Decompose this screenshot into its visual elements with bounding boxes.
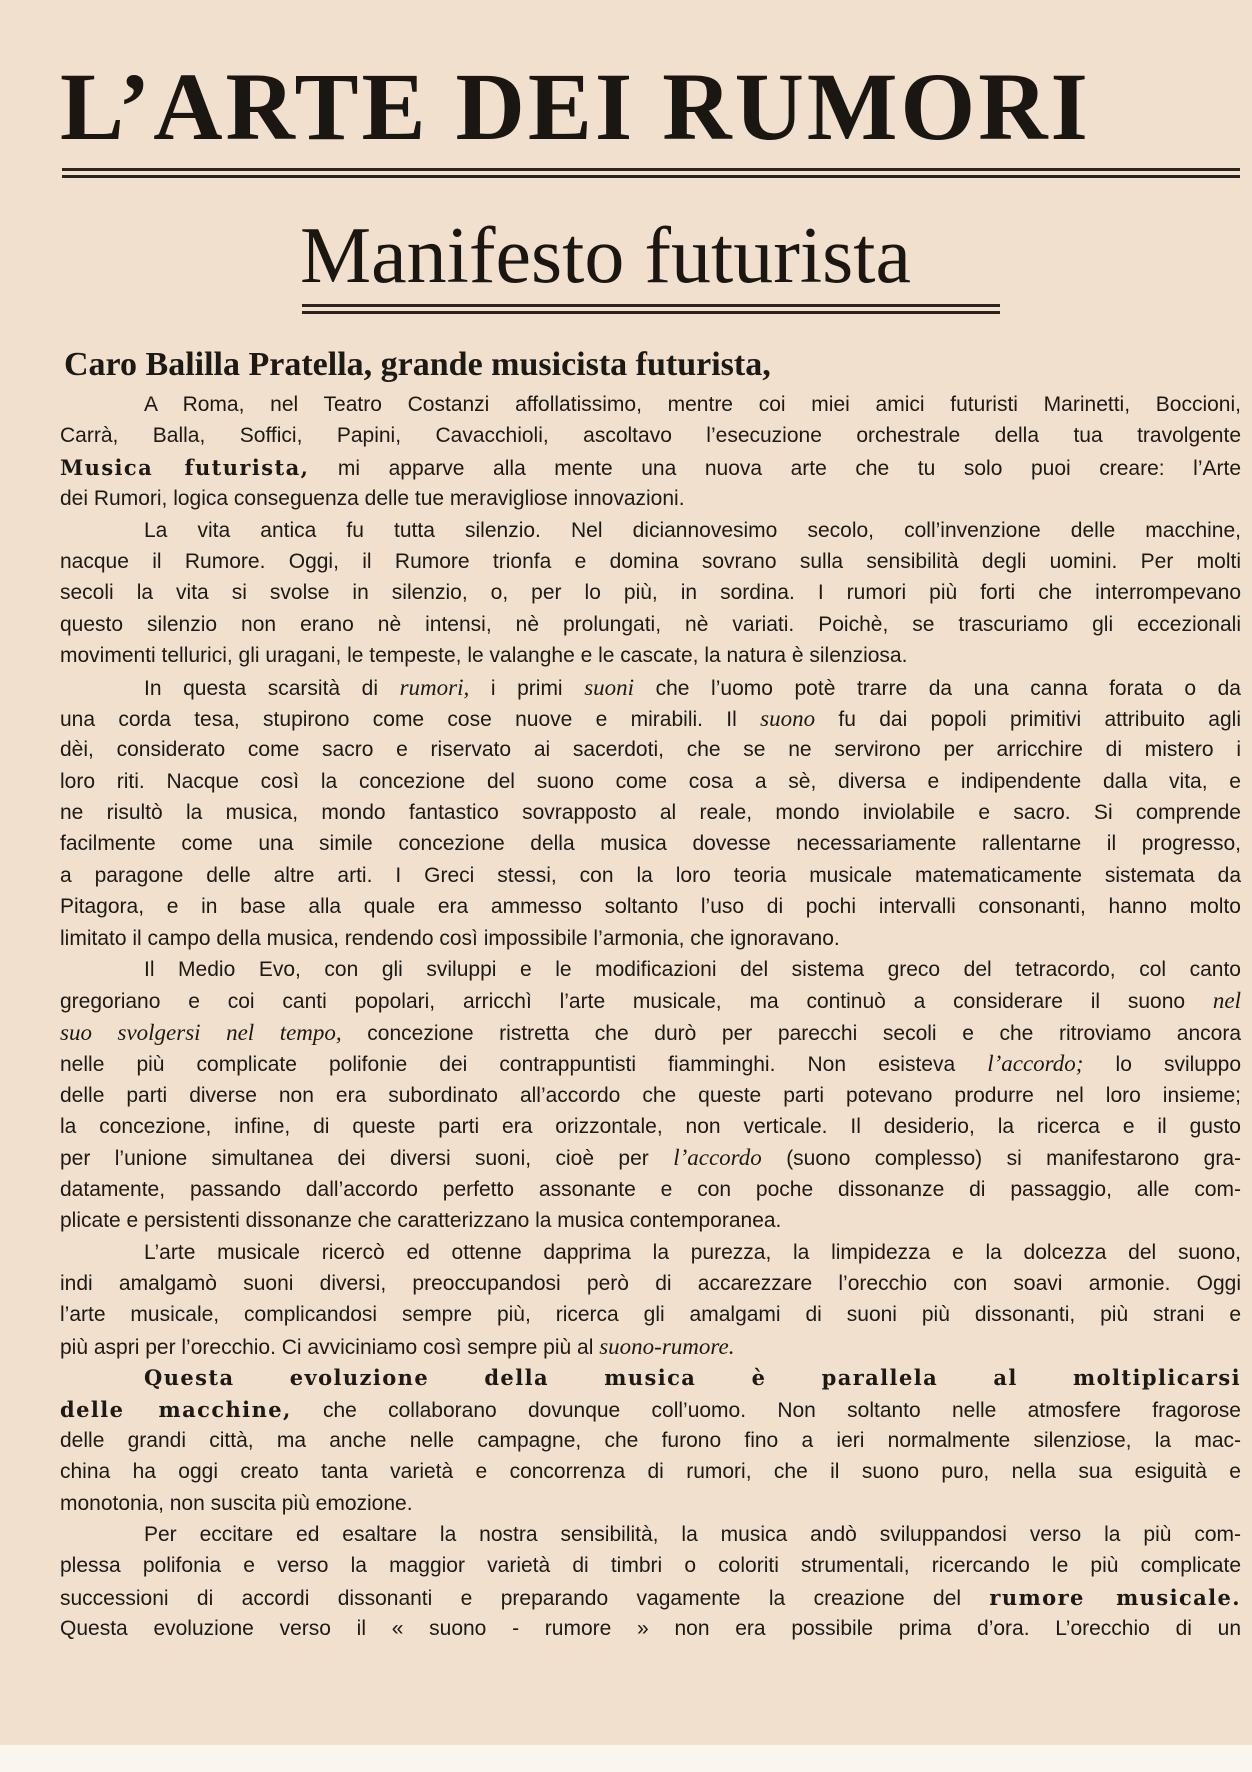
italic-phrase: suoni <box>584 674 635 700</box>
text-run: la concezione, infine, di queste parti era orizzontale, non verticale. Il desiderio, la ricerca e il gusto <box>60 1114 1241 1138</box>
text-run: l’arte musicale, complicandosi sempre più, ricerca gli amalgami di suoni più dissonanti, più strani e <box>60 1303 1241 1327</box>
text-run: a paragone delle altre arti. I Greci stessi, con la loro teoria musicale matematicamente sistemata da <box>60 863 1241 887</box>
text-run: Per eccitare ed esaltare la nostra sensibilità, la musica andò sviluppandosi verso la più com- <box>144 1523 1241 1547</box>
text-run: secoli la vita si svolse in silenzio, o, per lo più, in sordina. I rumori più forti che interrompevano <box>60 581 1241 605</box>
text-line <box>60 1299 1241 1330</box>
text-line <box>60 452 1241 483</box>
main-title: L’ARTE DEI RUMORI <box>60 53 1091 160</box>
text-run: (suono complesso) si manifestarono gra- <box>761 1147 1241 1171</box>
italic-phrase: l’accordo <box>673 1145 762 1171</box>
text-line <box>60 954 1241 985</box>
text-line <box>60 1268 1241 1299</box>
text-line <box>60 1362 1241 1393</box>
italic-phrase: suo svolgersi nel tempo, <box>60 1019 342 1045</box>
page-bottom-edge <box>0 1745 1252 1772</box>
text-line <box>60 1111 1241 1142</box>
text-run: facilmente come una simile concezione della musica dovesse necessariamente rallentarne il progresso, <box>60 832 1241 856</box>
salutation: Caro Balilla Pratella, grande musicista futurista, <box>64 346 771 383</box>
text-run: datamente, passando dall’accordo perfetto assonante e con poche dissonanze di passaggio, alle com- <box>60 1177 1241 1201</box>
text-line <box>60 766 1241 797</box>
text-run: nacque il Rumore. Oggi, il Rumore trionfa e domina sovrano sulla sensibilità degli uomini. Per molti <box>60 549 1241 573</box>
body-text <box>60 389 1241 1645</box>
text-run: dèi, considerato come sacro e riservato ai sacerdoti, che se ne servirono per arricchire di mistero i <box>60 738 1241 762</box>
text-line <box>60 1331 1241 1362</box>
text-run: movimenti tellurici, gli uragani, le tempeste, le valanghe e le cascate, la natura è silenziosa. <box>60 644 908 668</box>
text-line <box>60 1456 1241 1487</box>
title-divider <box>62 168 1240 178</box>
text-line <box>60 1488 1241 1519</box>
text-line <box>60 640 1241 671</box>
text-run: indi amalgamò suoni diversi, preoccupandosi però di accarezzare l’orecchio con soavi armonie. Oggi <box>60 1271 1241 1295</box>
text-run: per l’unione simultanea dei diversi suoni, cioè per <box>60 1147 674 1171</box>
bold-phrase: delle macchine, <box>60 1396 292 1422</box>
text-run: ne risultò la musica, mondo fantastico sovrapposto al reale, mondo inviolabile e sacro. Si comprende <box>60 801 1241 825</box>
text-line <box>60 828 1241 859</box>
text-line <box>60 546 1241 577</box>
text-line <box>60 891 1241 922</box>
text-line <box>60 1425 1241 1456</box>
text-line <box>60 577 1241 608</box>
text-line <box>60 860 1241 891</box>
text-line <box>60 1174 1241 1205</box>
text-run: delle parti diverse non era subordinato all’accordo che queste parti potevano produrre nel loro insieme; <box>60 1083 1241 1107</box>
text-run: plessa polifonia e verso la maggior varietà di timbri o coloriti strumentali, ricercando le più complicate <box>60 1554 1241 1578</box>
text-line <box>60 985 1241 1016</box>
text-run: Carrà, Balla, Soffici, Papini, Cavacchioli, ascoltavo l’esecuzione orchestrale della tua travolgente <box>60 424 1241 448</box>
text-run: plicate e persistenti dissonanze che caratterizzano la musica contemporanea. <box>60 1209 782 1233</box>
text-line <box>60 1237 1241 1268</box>
text-run: gregoriano e coi canti popolari, arricchì l’arte musicale, ma continuò a considerare il suono <box>60 990 1213 1014</box>
bold-phrase: Questa evoluzione della musica è parallela al moltiplicarsi <box>144 1365 1241 1391</box>
text-run: loro riti. Nacque così la concezione del suono come cosa a sè, diversa e indipendente dalla vita, e <box>60 769 1241 793</box>
text-run: delle grandi città, ma anche nelle campagne, che furono fino a ieri normalmente silenziose, la mac- <box>60 1428 1241 1452</box>
text-run: In questa scarsità di <box>144 676 400 700</box>
bold-phrase: rumore musicale. <box>989 1584 1241 1610</box>
subtitle-divider <box>302 304 1000 314</box>
text-line <box>60 1394 1241 1425</box>
text-run: limitato il campo della musica, rendendo così impossibile l’armonia, che ignoravano. <box>60 926 840 950</box>
text-run: successioni di accordi dissonanti e preparando vagamente la creazione del <box>60 1586 990 1610</box>
subtitle: Manifesto futurista <box>300 212 911 300</box>
text-run: più aspri per l’orecchio. Ci avviciniamo così sempre più al <box>60 1335 600 1359</box>
text-run: china ha oggi creato tanta varietà e concorrenza di rumori, che il suono puro, nella sua esiguità e <box>60 1460 1241 1484</box>
text-run: concezione ristretta che durò per parecchi secoli e che ritroviamo ancora <box>341 1021 1241 1045</box>
text-line <box>60 515 1241 546</box>
text-line <box>60 1142 1241 1173</box>
text-run: Pitagora, e in base alla quale era ammesso soltanto l’uso di pochi intervalli consonanti, hanno molto <box>60 895 1241 919</box>
text-run: mi apparve alla mente una nuova arte che tu solo puoi creare: l’Arte <box>309 456 1241 480</box>
italic-phrase: l’accordo; <box>987 1051 1084 1077</box>
text-run: che l’uomo potè trarre da una canna forata o da <box>634 676 1241 700</box>
text-line <box>60 923 1241 954</box>
text-line <box>60 734 1241 765</box>
text-line <box>60 1048 1241 1079</box>
text-line <box>60 483 1241 514</box>
text-run: Questa evoluzione verso il « suono - rumore » non era possibile prima d’ora. L’orecchio di un <box>60 1617 1241 1641</box>
text-run: questo silenzio non erano nè intensi, nè prolungati, nè variati. Poichè, se trascuriamo gli eccezionali <box>60 612 1241 636</box>
text-line <box>60 703 1241 734</box>
text-line <box>60 389 1241 420</box>
text-run: Il Medio Evo, con gli sviluppi e le modificazioni del sistema greco del tetracordo, col canto <box>144 958 1241 982</box>
text-run: lo sviluppo <box>1083 1053 1241 1077</box>
text-run: dei Rumori, logica conseguenza delle tue meravigliose innovazioni. <box>60 487 685 511</box>
text-line <box>60 1613 1241 1644</box>
text-run: fu dai popoli primitivi attribuito agli <box>815 707 1241 731</box>
text-line <box>60 420 1241 451</box>
text-line <box>60 797 1241 828</box>
text-run: L’arte musicale ricercò ed ottenne dapprima la purezza, la limpidezza e la dolcezza del suono, <box>144 1240 1241 1264</box>
text-line <box>60 1582 1241 1613</box>
text-line <box>60 609 1241 640</box>
text-run: A Roma, nel Teatro Costanzi affollatissimo, mentre coi miei amici futuristi Marinetti, Boccioni, <box>144 393 1241 416</box>
text-run: che collaborano dovunque coll’uomo. Non soltanto nelle atmosfere fragorose <box>291 1398 1241 1422</box>
italic-phrase: rumori, <box>399 674 470 700</box>
text-line <box>60 1550 1241 1581</box>
text-run: La vita antica fu tutta silenzio. Nel diciannovesimo secolo, coll’invenzione delle macchine, <box>144 518 1241 542</box>
text-run: i primi <box>469 676 585 700</box>
text-line <box>60 1519 1241 1550</box>
text-run: monotonia, non suscita più emozione. <box>60 1491 413 1515</box>
text-run: nelle più complicate polifonie dei contrappuntisti fiamminghi. Non esisteva <box>60 1053 988 1077</box>
text-line <box>60 672 1241 703</box>
italic-phrase: nel <box>1212 988 1241 1014</box>
italic-phrase: suono-rumore. <box>599 1333 735 1359</box>
text-line <box>60 1205 1241 1236</box>
bold-phrase: Musica futurista, <box>60 454 310 480</box>
italic-phrase: suono <box>760 705 816 731</box>
text-line <box>60 1080 1241 1111</box>
text-run: una corda tesa, stupirono come cose nuove e mirabili. Il <box>60 707 761 731</box>
text-line <box>60 1017 1241 1048</box>
